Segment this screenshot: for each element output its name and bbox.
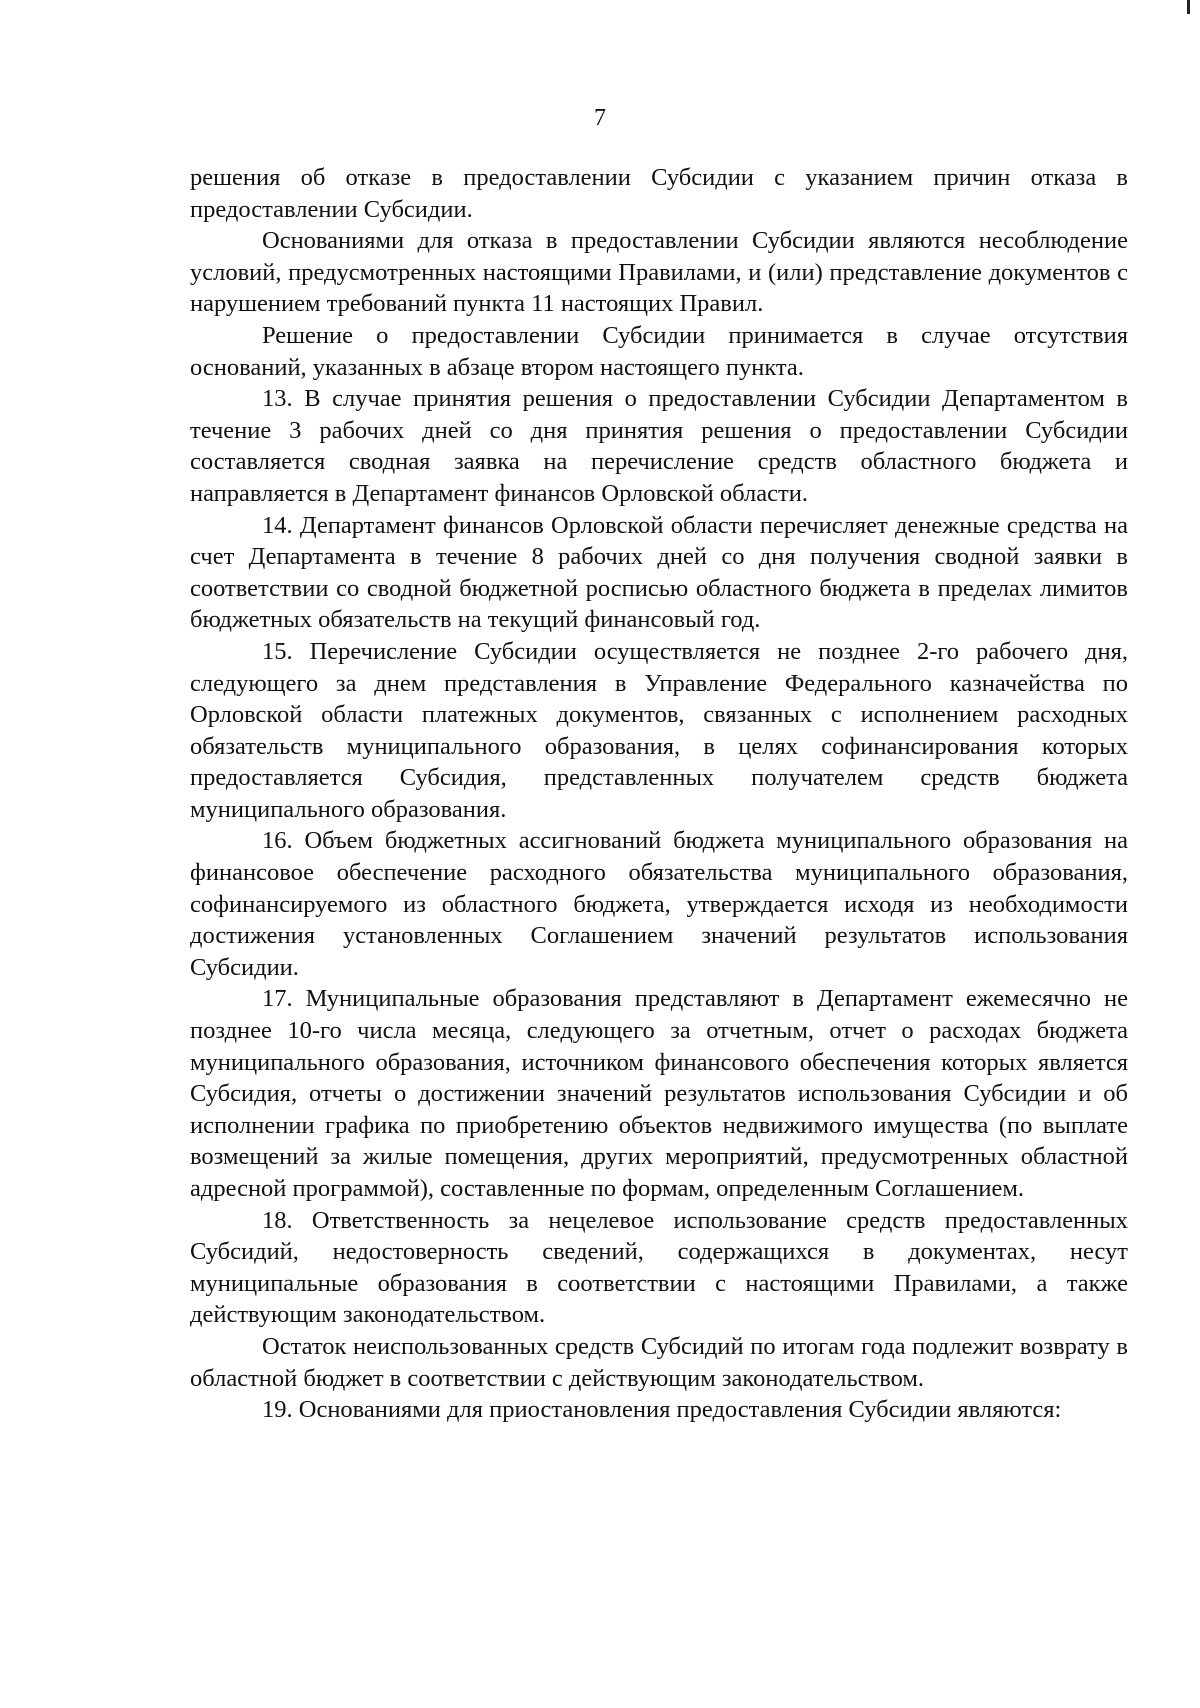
page-number: 7: [594, 105, 606, 131]
paragraph-item-19: 19. Основаниями для приостановления предоставления Субсидии являются:: [262, 1396, 1062, 1424]
scan-edge-mark: [1187, 0, 1190, 14]
paragraph-unused-funds: Остаток неиспользованных средств Субсидий по итогам года подлежит возврату в областной бюджет в соответствии с действующим законодательством.: [190, 1332, 1128, 1392]
paragraph-continuation: решения об отказе в предоставлении Субсидии с указанием причин отказа в предоставлении Субсидии.: [190, 164, 1128, 223]
paragraph-item-18: 18. Ответственность за нецелевое использование средств предоставленных Субсидий, недостоверность сведений, содержащихся в документах, несут муниципальные образования в соответствии с настоящими Правилами, а также действующим законодательством.: [190, 1206, 1128, 1329]
paragraph-item-15: 15. Перечисление Субсидии осуществляется не позднее 2-го рабочего дня, следующего за днем представления в Управление Федерального казначейства по Орловской области платежных документов, связанных с исполнением расходных обязательств муниципального образования, в целях софинансирования которых предоставляется Субсидия, представленных получателем средств бюджета муниципального образования.: [190, 637, 1128, 823]
paragraph-refusal-grounds: Основаниями для отказа в предоставлении Субсидии являются несоблюдение условий, предусмотренных настоящими Правилами, и (или) представление документов с нарушением требований пункта 11 настоящих Правил.: [190, 227, 1128, 318]
paragraph-item-13: 13. В случае принятия решения о предоставлении Субсидии Департаментом в течение 3 рабочих дней со дня принятия решения о предоставлении Субсидии составляется сводная заявка на перечисление средств областного бюджета и направляется в Департамент финансов Орловской области.: [190, 385, 1128, 507]
paragraph-grant-decision: Решение о предоставлении Субсидии принимается в случае отсутствия оснований, указанных в абзаце втором настоящего пункта.: [190, 321, 1128, 381]
paragraph-item-14: 14. Департамент финансов Орловской области перечисляет денежные средства на счет Департамента в течение 8 рабочих дней со дня получения сводной заявки в соответствии со сводной бюджетной росписью областного бюджета в пределах лимитов бюджетных обязательств на текущий финансовый год.: [190, 511, 1128, 634]
paragraph-item-16: 16. Объем бюджетных ассигнований бюджета муниципального образования на финансовое обеспечение расходного обязательства муниципального образования, софинансируемого из областного бюджета, утверждается исходя из необходимости достижения установленных Соглашением значений результатов использования Субсидии.: [190, 827, 1128, 981]
document-body: [190, 162, 1128, 1426]
paragraph-item-17: 17. Муниципальные образования представляют в Департамент ежемесячно не позднее 10-го числа месяца, следующего за отчетным, отчет о расходах бюджета муниципального образования, источником финансового обеспечения которых является Субсидия, отчеты о достижении значений результатов использования Субсидии и об исполнении графика по приобретению объектов недвижимого имущества (по выплате возмещений за жилые помещения, других мероприятий, предусмотренных областной адресной программой), составленные по формам, определенным Соглашением.: [190, 985, 1128, 1202]
